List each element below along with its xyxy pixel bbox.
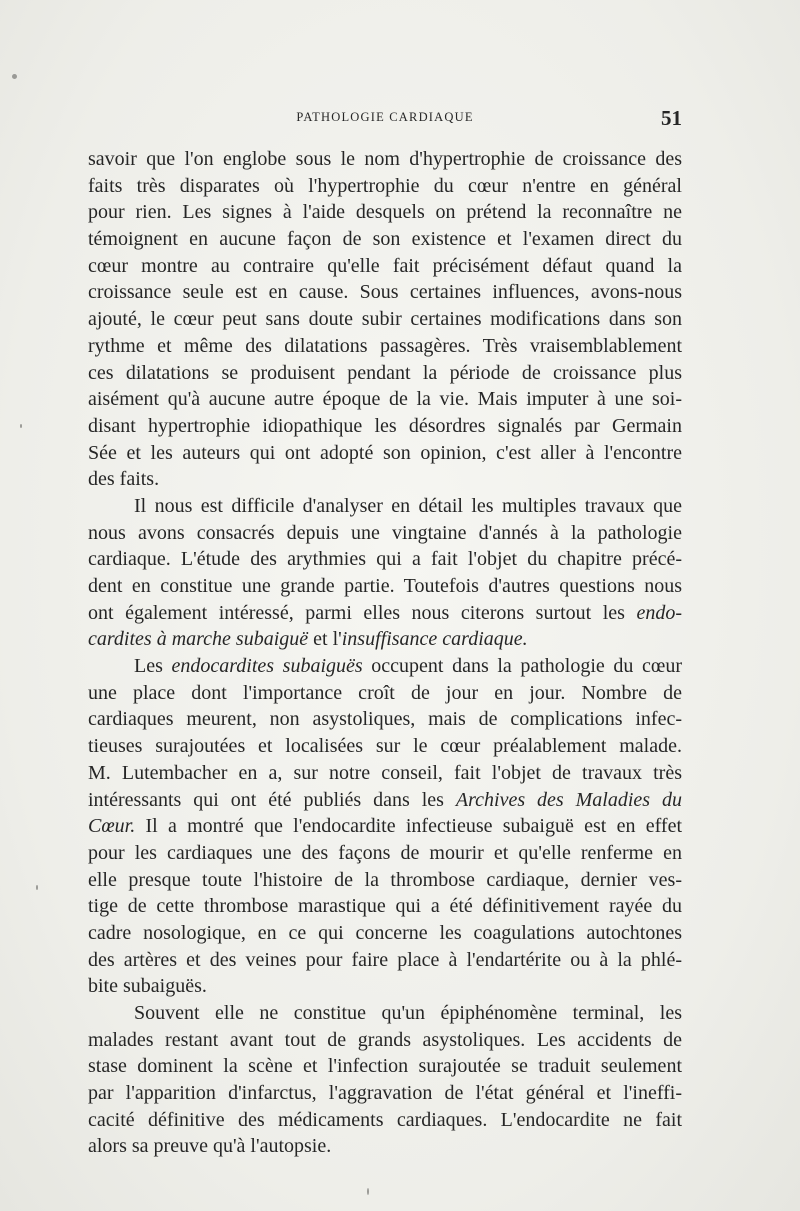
scan-speck bbox=[12, 74, 17, 79]
text-line: tieuses surajoutées et localisées sur le cœur préalablement malade. bbox=[88, 735, 682, 758]
text-line: cacité définitive des médicaments cardiaques. L'endocardite ne fait bbox=[88, 1108, 682, 1131]
text-run: et l' bbox=[308, 628, 342, 651]
page-number: 51 bbox=[661, 106, 682, 130]
text-line: M. Lutembacher en a, sur notre conseil, fait l'objet de travaux très bbox=[88, 761, 682, 784]
italic-term: Archives des Maladies du bbox=[455, 788, 682, 811]
italic-term: cardites à marche subaiguë bbox=[88, 628, 309, 651]
running-title: PATHOLOGIE CARDIAQUE bbox=[296, 110, 474, 124]
scan-speck bbox=[20, 424, 22, 428]
text-line: dent en constitue une grande partie. Toutefois d'autres questions nous bbox=[88, 575, 682, 597]
italic-term: endo- bbox=[636, 601, 682, 624]
text-run: intéressants qui ont été publiés dans les bbox=[88, 788, 456, 811]
text-line: tige de cette thrombose marastique qui a été définitivement rayée du bbox=[88, 895, 682, 918]
text-line: témoignent en aucune façon de son existence et l'examen direct du bbox=[88, 228, 682, 251]
text-line: bite subaiguës. bbox=[88, 975, 207, 998]
text-line: cadre nosologique, en ce qui concerne les coagulations autochtones bbox=[88, 921, 682, 944]
text-line: elle presque toute l'histoire de la thrombose cardiaque, dernier ves- bbox=[88, 868, 682, 891]
text-line: cœur montre au contraire qu'elle fait précisément défaut quand la bbox=[88, 254, 682, 277]
italic-term: Cœur. bbox=[88, 815, 136, 838]
text-line: ces dilatations se produisent pendant la période de croissance plus bbox=[88, 361, 682, 384]
text-line: des faits. bbox=[88, 468, 160, 491]
text-line bbox=[88, 653, 682, 680]
text-line: pour les cardiaques une des façons de mourir et qu'elle renferme en bbox=[88, 841, 682, 864]
text-line bbox=[88, 600, 682, 627]
text-line: Souvent elle ne constitue qu'un épiphénomène terminal, les bbox=[134, 1002, 682, 1024]
text-line: cardiaques meurent, non asystoliques, mais de complications infec- bbox=[88, 708, 682, 731]
text-line: malades restant avant tout de grands asystoliques. Les accidents de bbox=[88, 1028, 682, 1051]
scan-speck bbox=[36, 885, 38, 890]
text-line: croissance seule est en cause. Sous certaines influences, avons-nous bbox=[88, 281, 682, 304]
text-line: nous avons consacrés depuis une vingtaine d'annés à la pathologie bbox=[88, 521, 682, 544]
text-run: occupent dans la pathologie du cœur bbox=[362, 655, 682, 678]
text-line: pour rien. Les signes à l'aide desquels on prétend la reconnaître ne bbox=[88, 201, 682, 224]
text-line bbox=[88, 787, 682, 814]
text-line: des artères et des veines pour faire place à l'endartérite ou à la phlé- bbox=[88, 948, 682, 971]
text-run: Il a montré que l'endocardite infectieuse subaiguë est en effet bbox=[135, 815, 682, 838]
text-line: disant hypertrophie idiopathique les désordres signalés par Germain bbox=[88, 414, 682, 437]
text-line: ajouté, le cœur peut sans doute subir certaines modifications dans son bbox=[88, 308, 682, 331]
page-header bbox=[88, 108, 682, 134]
text-run: Les bbox=[134, 655, 172, 678]
text-line: savoir que l'on englobe sous le nom d'hypertrophie de croissance des bbox=[88, 148, 682, 170]
scan-speck bbox=[367, 1188, 369, 1195]
text-line: une place dont l'importance croît de jour en jour. Nombre de bbox=[88, 681, 682, 704]
text-line: Sée et les auteurs qui ont adopté son opinion, c'est aller à l'encontre bbox=[88, 441, 682, 464]
text-run: ont également intéressé, parmi elles nous citerons surtout les bbox=[88, 601, 637, 624]
text-line: par l'apparition d'infarctus, l'aggravation de l'état général et l'ineffi- bbox=[88, 1082, 682, 1105]
text-line: stase dominent la scène et l'infection surajoutée se traduit seulement bbox=[88, 1055, 682, 1078]
text-line: aisément qu'à aucune autre époque de la vie. Mais imputer à une soi- bbox=[88, 388, 682, 411]
text-line: cardiaque. L'étude des arythmies qui a fait l'objet du chapitre précé- bbox=[88, 548, 682, 571]
text-line bbox=[88, 813, 682, 840]
text-line: rythme et même des dilatations passagères. Très vraisemblablement bbox=[88, 334, 682, 357]
text-line: Il nous est difficile d'analyser en détail les multiples travaux que bbox=[134, 494, 682, 517]
italic-term: insuffisance cardiaque. bbox=[341, 628, 528, 651]
text-line: alors sa preuve qu'à l'autopsie. bbox=[88, 1135, 332, 1158]
text-line bbox=[88, 626, 682, 653]
text-line: faits très disparates où l'hypertrophie du cœur n'entre en général bbox=[88, 174, 682, 197]
italic-term: endocardites subaiguës bbox=[171, 655, 363, 678]
body-text bbox=[88, 146, 682, 1160]
